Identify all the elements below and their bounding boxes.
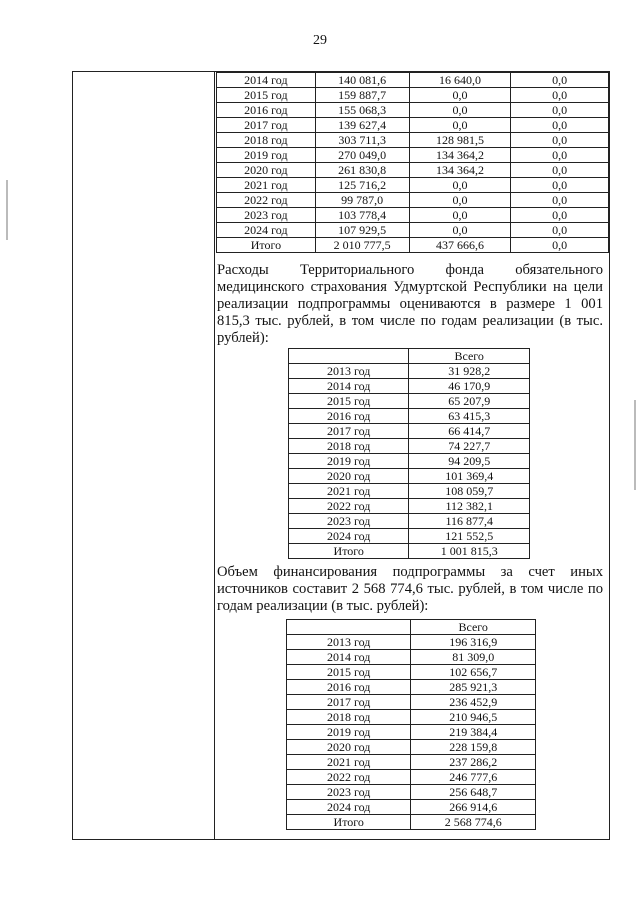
year-cell: Итого [289,544,409,559]
value-cell: 140 081,6 [315,73,409,88]
year-cell: 2021 год [217,178,316,193]
value-cell: 270 049,0 [315,148,409,163]
year-cell: 2021 год [287,755,411,770]
scan-edge-mark [6,180,8,240]
year-cell: Итого [287,815,411,830]
value-cell: 219 384,4 [411,725,536,740]
value-cell: 0,0 [511,178,609,193]
table-row [217,103,609,118]
year-cell: 2020 год [217,163,316,178]
tfoms-expenses-paragraph: Расходы Территориального фонда обязательного медицинского страхования Удмуртской Республики на цели реализации подпрограммы оцениваются в размере 1 001 815,3 тыс. рублей, в том числе по годам реализации (в тыс. рублей): [217,262,603,346]
table-row [287,665,536,680]
year-cell: 2024 год [217,223,316,238]
table-row [287,800,536,815]
year-cell: 2019 год [287,725,411,740]
funding-table-continued [216,72,609,253]
table-row [217,193,609,208]
table-row [287,740,536,755]
value-cell: 139 627,4 [315,118,409,133]
year-cell: 2022 год [217,193,316,208]
year-cell: 2024 год [287,800,411,815]
table-row [217,178,609,193]
header-cell: Всего [411,620,536,635]
value-cell: 0,0 [409,118,511,133]
value-cell: 128 981,5 [409,133,511,148]
value-cell: 437 666,6 [409,238,511,253]
year-cell: 2023 год [217,208,316,223]
tfoms-expenses-table [288,348,530,559]
year-cell: 2014 год [289,379,409,394]
value-cell: 256 648,7 [411,785,536,800]
value-cell: 102 656,7 [411,665,536,680]
value-cell: 246 777,6 [411,770,536,785]
value-cell: 63 415,3 [409,409,530,424]
value-cell: 0,0 [409,103,511,118]
year-cell: 2022 год [287,770,411,785]
table-row [289,454,530,469]
value-cell: 0,0 [511,148,609,163]
value-cell: 285 921,3 [411,680,536,695]
table-header-row [287,620,536,635]
table-row [287,815,536,830]
year-cell: 2018 год [289,439,409,454]
table-row [217,223,609,238]
value-cell: 236 452,9 [411,695,536,710]
value-cell: 65 207,9 [409,394,530,409]
year-cell: 2016 год [287,680,411,695]
value-cell: 121 552,5 [409,529,530,544]
value-cell: 99 787,0 [315,193,409,208]
page-number: 29 [313,33,327,48]
year-cell: 2018 год [287,710,411,725]
value-cell: 103 778,4 [315,208,409,223]
table-row [217,208,609,223]
year-cell: 2015 год [289,394,409,409]
value-cell: 1 001 815,3 [409,544,530,559]
table-row [289,484,530,499]
value-cell: 261 830,8 [315,163,409,178]
scan-edge-mark [634,400,636,490]
year-cell: 2019 год [217,148,316,163]
table-row [287,695,536,710]
value-cell: 116 877,4 [409,514,530,529]
table-row [287,635,536,650]
table-row [289,514,530,529]
value-cell: 46 170,9 [409,379,530,394]
table-row [217,73,609,88]
table-row [217,163,609,178]
frame-column-divider [214,72,215,839]
value-cell: 0,0 [511,238,609,253]
year-cell: 2013 год [287,635,411,650]
value-cell: 0,0 [511,223,609,238]
other-sources-table [286,619,536,830]
year-cell: 2015 год [217,88,316,103]
table-row [287,755,536,770]
value-cell: 0,0 [511,73,609,88]
table-row [289,364,530,379]
header-cell [289,349,409,364]
value-cell: 210 946,5 [411,710,536,725]
year-cell: 2018 год [217,133,316,148]
year-cell: 2017 год [289,424,409,439]
table-row [289,499,530,514]
value-cell: 0,0 [511,133,609,148]
year-cell: 2022 год [289,499,409,514]
table-row [289,409,530,424]
value-cell: 101 369,4 [409,469,530,484]
year-cell: 2017 год [287,695,411,710]
year-cell: 2016 год [217,103,316,118]
header-cell: Всего [409,349,530,364]
value-cell: 0,0 [409,88,511,103]
value-cell: 2 568 774,6 [411,815,536,830]
value-cell: 159 887,7 [315,88,409,103]
table-row [217,133,609,148]
value-cell: 0,0 [511,103,609,118]
value-cell: 2 010 777,5 [315,238,409,253]
value-cell: 112 382,1 [409,499,530,514]
other-sources-paragraph: Объем финансирования подпрограммы за счет иных источников составит 2 568 774,6 тыс. рублей, в том числе по годам реализации (в тыс. рублей): [217,564,603,614]
value-cell: 0,0 [511,193,609,208]
value-cell: 66 414,7 [409,424,530,439]
value-cell: 228 159,8 [411,740,536,755]
value-cell: 16 640,0 [409,73,511,88]
table-row [287,710,536,725]
table-row [289,424,530,439]
table-row [217,88,609,103]
table-row [287,680,536,695]
year-cell: 2019 год [289,454,409,469]
value-cell: 125 716,2 [315,178,409,193]
table-row [287,650,536,665]
value-cell: 0,0 [409,208,511,223]
value-cell: 0,0 [511,163,609,178]
year-cell: 2023 год [287,785,411,800]
year-cell: 2013 год [289,364,409,379]
value-cell: 0,0 [511,208,609,223]
value-cell: 0,0 [511,88,609,103]
value-cell: 303 711,3 [315,133,409,148]
table-row [217,118,609,133]
year-cell: 2024 год [289,529,409,544]
value-cell: 74 227,7 [409,439,530,454]
value-cell: 0,0 [409,193,511,208]
value-cell: 266 914,6 [411,800,536,815]
table-row [289,439,530,454]
table-header-row [289,349,530,364]
year-cell: 2023 год [289,514,409,529]
value-cell: 0,0 [409,178,511,193]
year-cell: 2017 год [217,118,316,133]
year-cell: 2020 год [287,740,411,755]
table-row [289,379,530,394]
value-cell: 0,0 [511,118,609,133]
year-cell: 2020 год [289,469,409,484]
value-cell: 81 309,0 [411,650,536,665]
value-cell: 134 364,2 [409,163,511,178]
table-row [289,394,530,409]
table-row [287,770,536,785]
year-cell: 2021 год [289,484,409,499]
year-cell: Итого [217,238,316,253]
table-row [289,469,530,484]
table-row [217,238,609,253]
year-cell: 2014 год [287,650,411,665]
value-cell: 0,0 [409,223,511,238]
value-cell: 237 286,2 [411,755,536,770]
value-cell: 155 068,3 [315,103,409,118]
year-cell: 2016 год [289,409,409,424]
year-cell: 2014 год [217,73,316,88]
value-cell: 94 209,5 [409,454,530,469]
value-cell: 134 364,2 [409,148,511,163]
table-row [287,785,536,800]
value-cell: 196 316,9 [411,635,536,650]
table-row [289,544,530,559]
value-cell: 107 929,5 [315,223,409,238]
value-cell: 108 059,7 [409,484,530,499]
table-row [217,148,609,163]
header-cell [287,620,411,635]
table-row [287,725,536,740]
value-cell: 31 928,2 [409,364,530,379]
table-row [289,529,530,544]
year-cell: 2015 год [287,665,411,680]
